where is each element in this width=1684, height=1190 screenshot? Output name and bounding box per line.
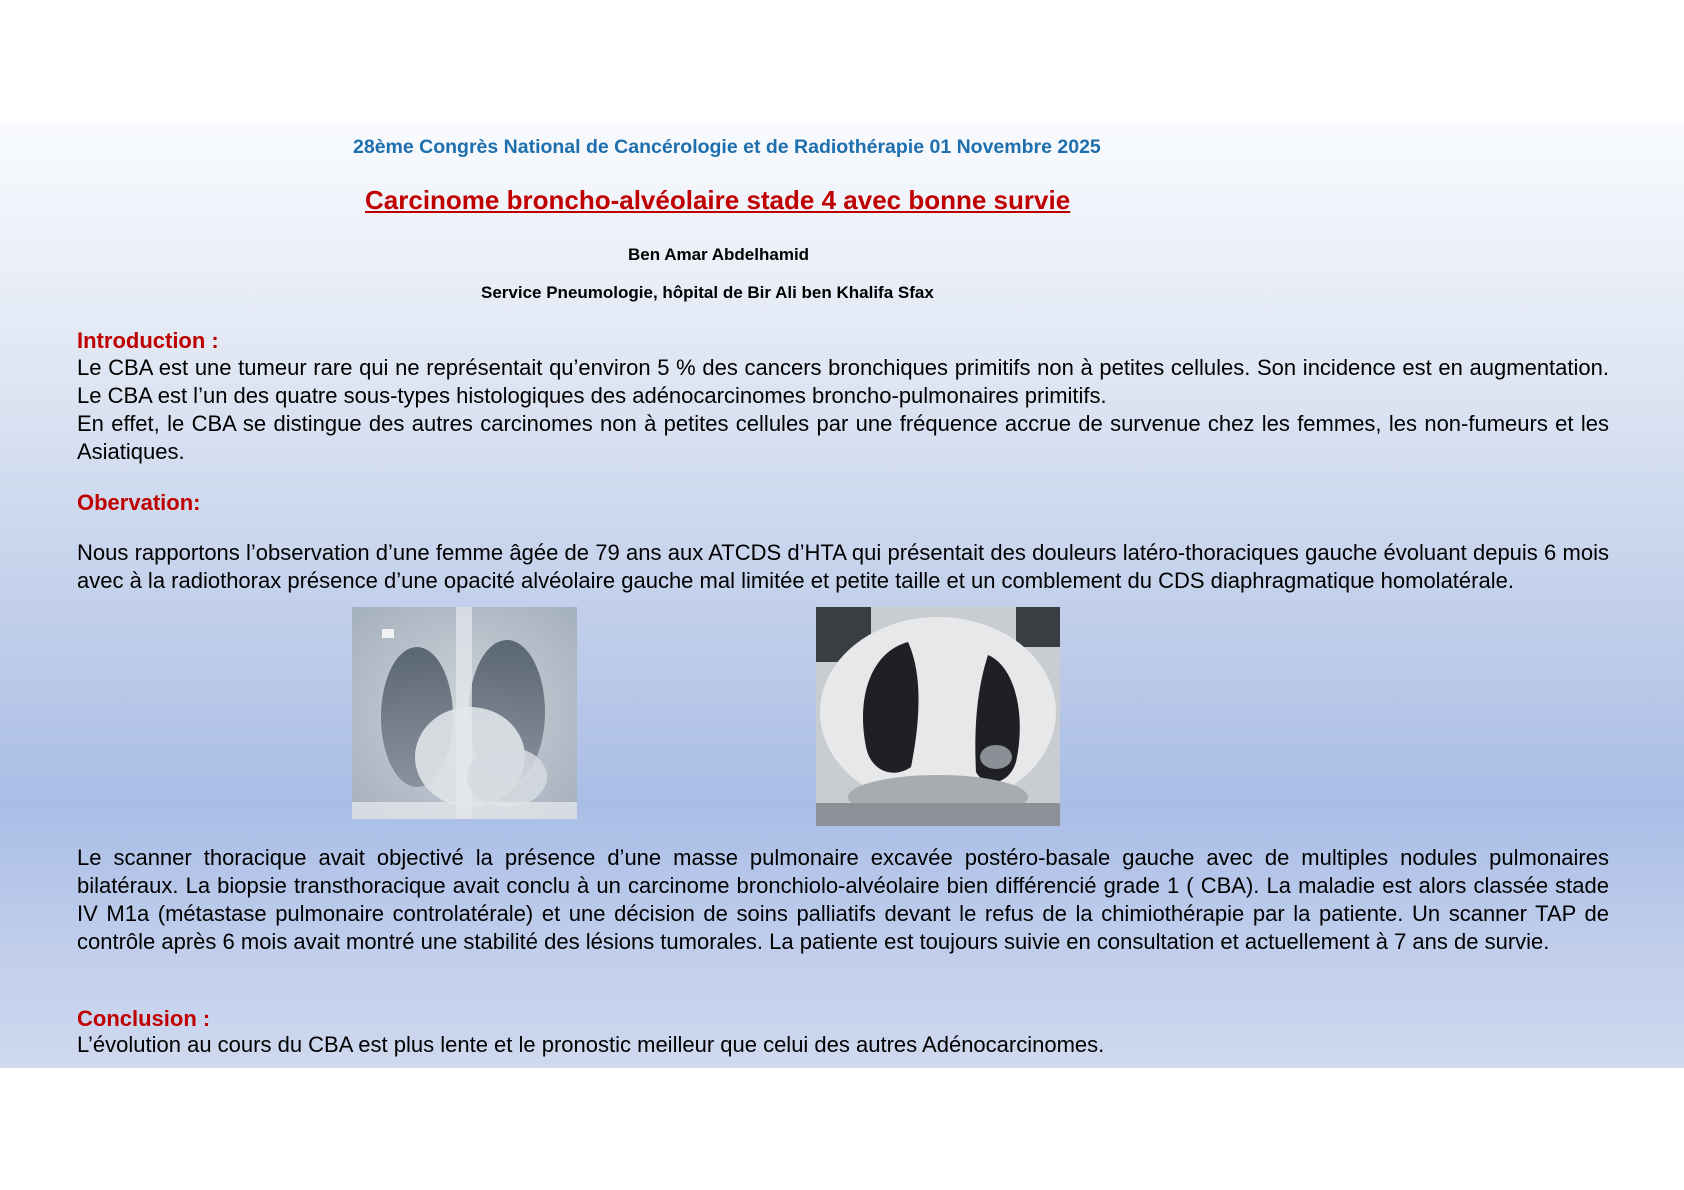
chest-xray-image [352,607,577,819]
conclusion-heading: Conclusion : [77,1006,211,1031]
conclusion-paragraph: L’évolution au cours du CBA est plus lente et le pronostic meilleur que celui des autres Adénocarcinomes. [77,1032,1105,1057]
author-name: Ben Amar Abdelhamid [628,245,810,264]
ct-scan-image [816,607,1060,826]
observation-paragraph-2: Le scanner thoracique avait objectivé la présence d’une masse pulmonaire excavée postéro-basale gauche avec de multiples nodules pulmonaires bilatéraux. La biopsie transthoracique avait conclu à un carcinome bronchiolo-alvéolaire bien différencié grade 1 ( CBA). La maladie est alors classée stade IV M1a (métastase pulmonaire controlatérale) et une décision de soins palliatifs devant le refus de la chimiothérapie par la patiente. Un scanner TAP de contrôle après 6 mois avait montré une stabilité des lésions tumorales. La patiente est toujours suivie en consultation et actuellement à 7 ans de survie. [77,845,1609,954]
introduction-paragraph-1: Le CBA est une tumeur rare qui ne représentait qu’environ 5 % des cancers bronchiques primitifs non à petites cellules. Son incidence est en augmentation. Le CBA est l’un des quatre sous-types histologiques des adénocarcinomes broncho-pulmonaires primitifs. [77,355,1609,408]
poster-title: Carcinome broncho-alvéolaire stade 4 avec bonne survie [365,185,1071,215]
congress-banner: 28ème Congrès National de Cancérologie et de Radiothérapie 01 Novembre 2025 [353,136,1101,158]
author-affiliation: Service Pneumologie, hôpital de Bir Ali ben Khalifa Sfax [481,283,934,302]
introduction-heading: Introduction : [77,328,219,353]
observation-paragraph-1: Nous rapportons l’observation d’une femme âgée de 79 ans aux ATCDS d’HTA qui présentait des douleurs latéro-thoraciques gauche évoluant depuis 6 mois avec à la radiothorax présence d’une opacité alvéolaire gauche mal limitée et petite taille et un comblement du CDS diaphragmatique homolatérale. [77,540,1609,593]
introduction-paragraph-2: En effet, le CBA se distingue des autres carcinomes non à petites cellules par une fréquence accrue de survenue chez les femmes, les non-fumeurs et les Asiatiques. [77,411,1609,464]
observation-heading: Obervation: [77,490,201,515]
